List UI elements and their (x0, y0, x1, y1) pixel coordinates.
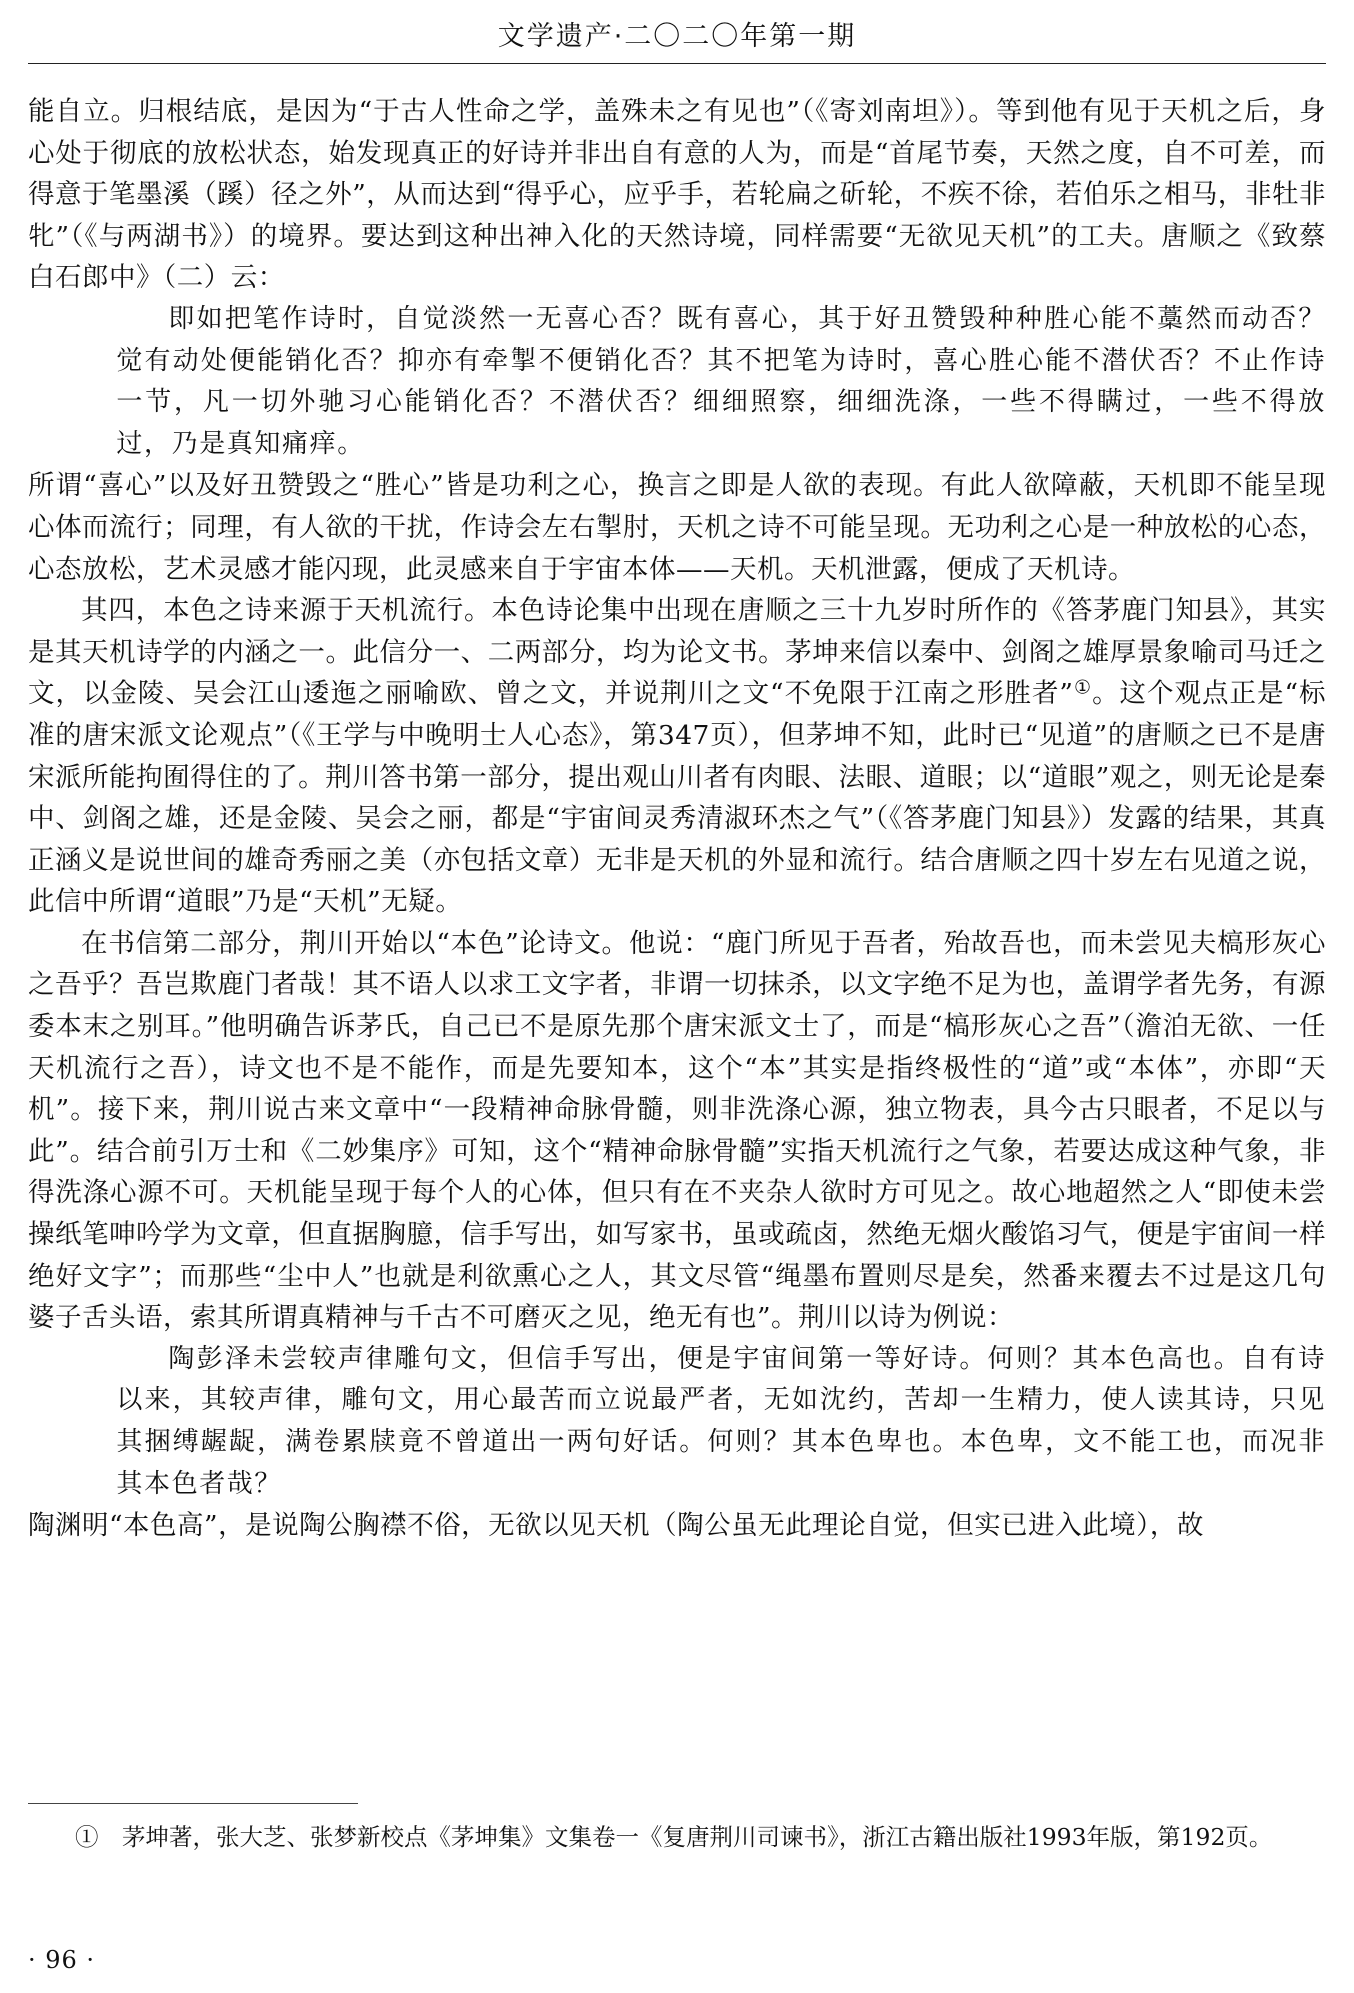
block-quote-2 (116, 1339, 1326, 1505)
paragraph-5: 陶渊明“本色高”，是说陶公胸襟不俗，无欲以见天机（陶公虽无此理论自觉，但实已进入此境），故 (28, 1510, 1204, 1542)
block-quote-1-text: 即如把笔作诗时，自觉淡然一无喜心否？既有喜心，其于好丑赞毁种种胜心能不藁然而动否？觉有动处便能销化否？抑亦有牵掣不便销化否？其不把笔为诗时，喜心胜心能不潜伏否？不止作诗一节，凡一切外驰习心能销化否？不潜伏否？细细照察，细细洗涤，一些不得瞒过，一些不得放过，乃是真知痛痒。 (116, 303, 1326, 459)
footnote-marker[interactable]: ① (1073, 676, 1093, 699)
paragraph-4: 在书信第二部分，荆川开始以“本色”论诗文。他说：“鹿门所见于吾者，殆故吾也，而未尝见夫槁形灰心之吾乎？吾岂欺鹿门者哉！其不语人以求工文字者，非谓一切抹杀，以文字绝不足为也，盖谓学者先务，有源委本末之别耳。”他明确告诉茅氏，自己已不是原先那个唐宋派文士了，而是“槁形灰心之吾”（澹泊无欲、一任天机流行之吾），诗文也不是不能作，而是先要知本，这个“本”其实是指终极性的“道”或“本体”，亦即“天机”。接下来，荆川说古来文章中“一段精神命脉骨髓，则非洗涤心源，独立物表，具今古只眼者，不足以与此”。结合前引万士和《二妙集序》可知，这个“精神命脉骨髓”实指天机流行之气象，若要达成这种气象，非得洗涤心源不可。天机能呈现于每个人的心体，但只有在不夹杂人欲时方可见之。故心地超然之人“即使未尝操纸笔呻吟学为文章，但直据胸臆，信手写出，如写家书，虽或疏卤，然绝无烟火酸馅习气，便是宇宙间一样绝好文字”；而那些“尘中人”也就是利欲熏心之人，其文尽管“绳墨布置则尽是矣，然番来覆去不过是这几句婆子舌头语，索其所谓真精神与千古不可磨灭之见，绝无有也”。荆川以诗为例说： (28, 927, 1326, 1334)
header-divider (28, 63, 1326, 64)
paragraph-1: 能自立。归根结底，是因为“于古人性命之学，盖殊未之有见也”（《寄刘南坦》）。等到他有见于天机之后，身心处于彻底的放松状态，始发现真正的好诗并非出自有意的人为，而是“首尾节奏，天然之度，自不可差，而得意于笔墨溪（蹊）径之外”，从而达到“得乎心，应乎手，若轮扁之斫轮，不疾不徐，若伯乐之相马，非牡非牝”（《与两湖书》）的境界。要达到这种出神入化的天然诗境，同样需要“无欲见天机”的工夫。唐顺之《致蔡白石郎中》（二）云： (28, 96, 1326, 294)
footnote-divider (28, 1803, 358, 1804)
running-header: 文学遗产·二〇二〇年第一期 (497, 21, 857, 52)
block-quote-1 (116, 299, 1326, 465)
paragraph-3-part-b: 。这个观点正是“标准的唐宋派文论观点”（《王学与中晚明士人心态》，第347页），但茅坤不知，此时已“见道”的唐顺之已不是唐宋派所能拘囿得住的了。荆川答书第一部分，提出观山川者有肉眼、法眼、道眼；以“道眼”观之，则无论是秦中、剑阁之雄，还是金陵、吴会之丽，都是“宇宙间灵秀清淑环杰之气”（《答茅鹿门知县》）发露的结果，其真正涵义是说世间的雄奇秀丽之美（亦包括文章）无非是天机的外显和流行。结合唐顺之四十岁左右见道之说，此信中所谓“道眼”乃是“天机”无疑。 (28, 678, 1326, 918)
footnote-1: ① 茅坤著，张大芝、张梦新校点《茅坤集》文集卷一《复唐荆川司谏书》，浙江古籍出版社1993年版，第192页。 (75, 1823, 1273, 1851)
paragraph-2: 所谓“喜心”以及好丑赞毁之“胜心”皆是功利之心，换言之即是人欲的表现。有此人欲障蔽，天机即不能呈现心体而流行；同理，有人欲的干扰，作诗会左右掣肘，天机之诗不可能呈现。无功利之心是一种放松的心态，心态放松，艺术灵感才能闪现，此灵感来自于宇宙本体——天机。天机泄露，便成了天机诗。 (28, 470, 1326, 585)
article-body (28, 91, 1326, 1547)
page-number: · 96 · (28, 1946, 96, 1974)
paragraph-3-part-a: 其四，本色之诗来源于天机流行。本色诗论集中出现在唐顺之三十九岁时所作的《答茅鹿门知县》，其实是其天机诗学的内涵之一。此信分一、二两部分，均为论文书。茅坤来信以秦中、剑阁之雄厚景象喻司马迁之文，以金陵、吴会江山逶迤之丽喻欧、曾之文，并说荆川之文“不免限于江南之形胜者” (28, 595, 1326, 710)
block-quote-2-text: 陶彭泽未尝较声律雕句文，但信手写出，便是宇宙间第一等好诗。何则？其本色高也。自有诗以来，其较声律，雕句文，用心最苦而立说最严者，无如沈约，苦却一生精力，使人读其诗，只见其捆缚龌龊，满卷累牍竟不曾道出一两句好话。何则？其本色卑也。本色卑，文不能工也，而况非其本色者哉？ (116, 1343, 1326, 1499)
paragraph-3 (28, 590, 1326, 923)
